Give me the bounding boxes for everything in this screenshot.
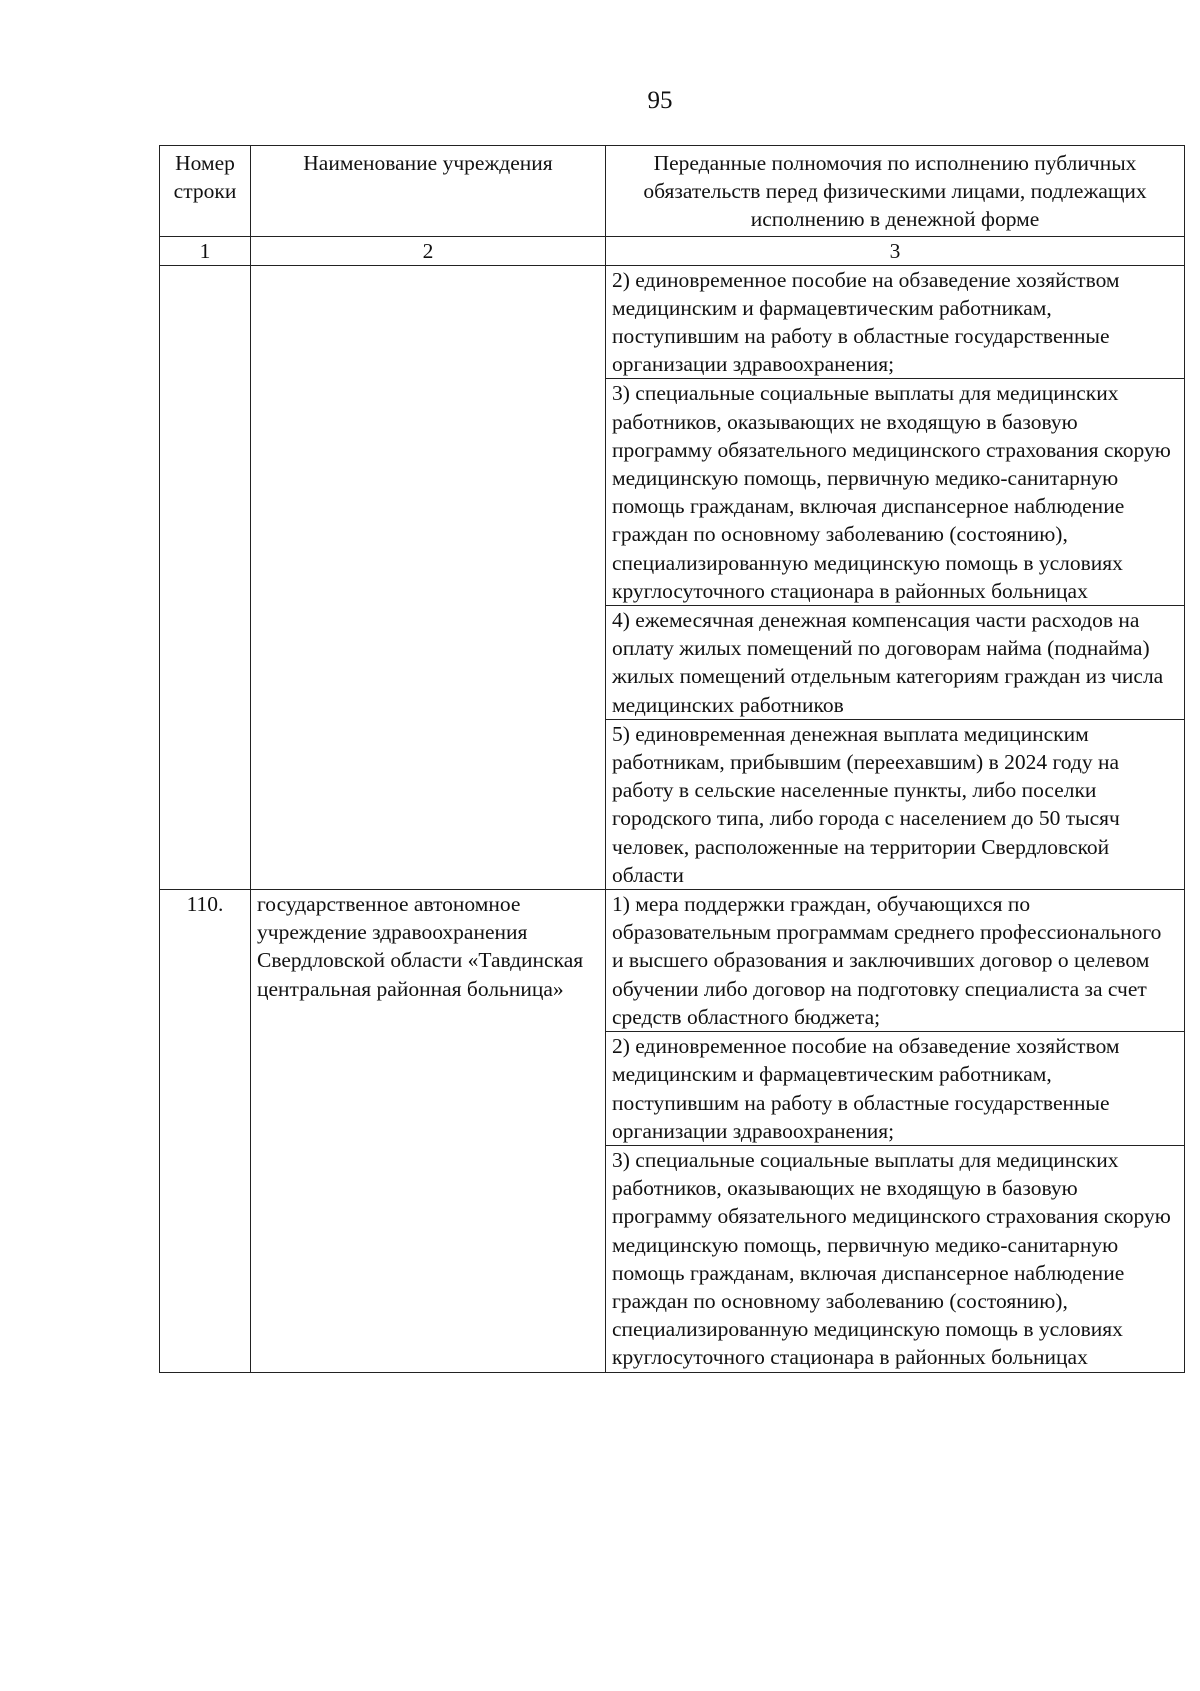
table-header-row [160, 146, 1185, 237]
header-transferred-powers: Переданные полномочия по исполнению публичных обязательств перед физическими лицами, подлежащих исполнению в денежной форме [606, 146, 1185, 237]
header-institution-name: Наименование учреждения [251, 146, 606, 237]
row-number-cell: 110. [160, 890, 251, 1372]
row-number-cell [160, 265, 251, 889]
column-number-2: 2 [251, 236, 606, 265]
power-item: 2) единовременное пособие на обзаведение хозяйством медицинским и фармацевтическим работникам, поступившим на работу в областные государственные организации здравоохранения; [606, 1032, 1185, 1146]
table-row [160, 265, 1185, 379]
column-number-1: 1 [160, 236, 251, 265]
page-number: 95 [647, 87, 673, 114]
column-number-3: 3 [606, 236, 1185, 265]
table-row [160, 890, 1185, 1032]
power-item: 2) единовременное пособие на обзаведение хозяйством медицинским и фармацевтическим работникам, поступившим на работу в областные государственные организации здравоохранения; [606, 265, 1185, 379]
powers-table [159, 145, 1185, 1373]
power-item: 3) специальные социальные выплаты для медицинских работников, оказывающих не входящую в базовую программу обязательного медицинского страхования скорую медицинскую помощь, первичную медико-санитарную помощь гражданам, включая диспансерное наблюдение граждан по основному заболеванию (состоянию), специализированную медицинскую помощь в условиях круглосуточного стационара в районных больницах [606, 1145, 1185, 1372]
power-item: 1) мера поддержки граждан, обучающихся по образовательным программам среднего профессионального и высшего образования и заключивших договор о целевом обучении либо договор на подготовку специалиста за счет средств областного бюджета; [606, 890, 1185, 1032]
column-numbers-row [160, 236, 1185, 265]
power-item: 3) специальные социальные выплаты для медицинских работников, оказывающих не входящую в базовую программу обязательного медицинского страхования скорую медицинскую помощь, первичную медико-санитарную помощь гражданам, включая диспансерное наблюдение граждан по основному заболеванию (состоянию), специализированную медицинскую помощь в условиях круглосуточного стационара в районных больницах [606, 379, 1185, 606]
institution-cell: государственное автономное учреждение здравоохранения Свердловской области «Тавдинская центральная районная больница» [251, 890, 606, 1372]
header-row-number: Номер строки [160, 146, 251, 237]
institution-cell [251, 265, 606, 889]
power-item: 4) ежемесячная денежная компенсация части расходов на оплату жилых помещений по договорам найма (поднайма) жилых помещений отдельным категориям граждан из числа медицинских работников [606, 606, 1185, 720]
power-item: 5) единовременная денежная выплата медицинским работникам, прибывшим (переехавшим) в 2024 году на работу в сельские населенные пункты, либо поселки городского типа, либо города с населением до 50 тысяч человек, расположенные на территории Свердловской области [606, 719, 1185, 889]
